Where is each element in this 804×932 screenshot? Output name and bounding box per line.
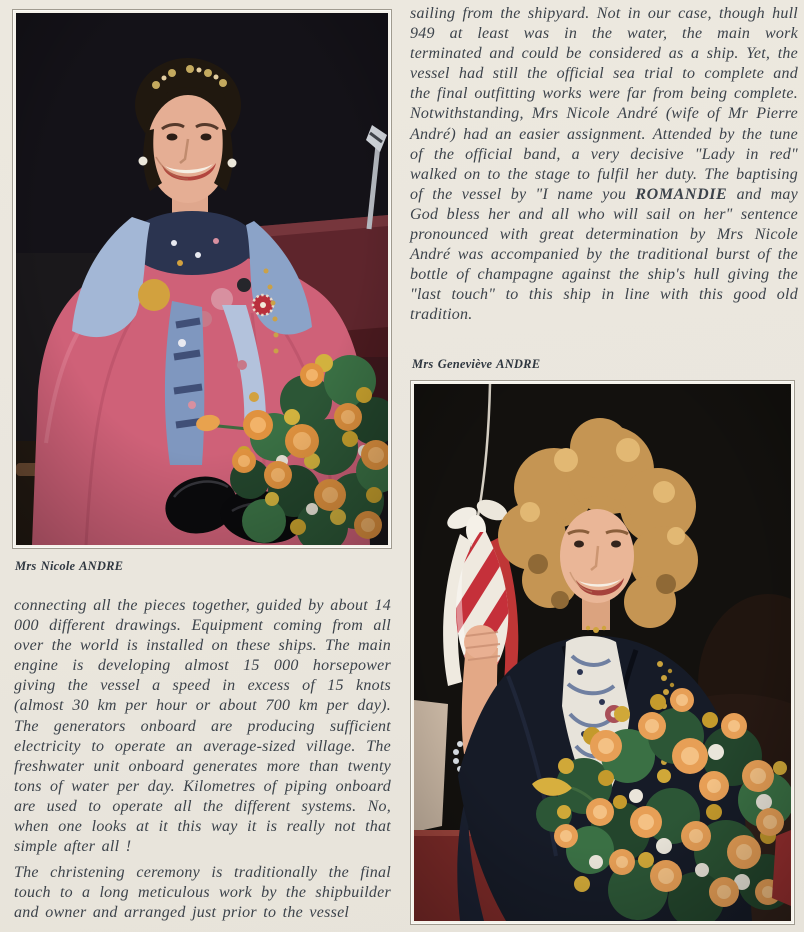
- photo-genevieve-scene: [414, 384, 791, 921]
- caption-nicole-andre: Mrs Nicole ANDRE: [15, 559, 124, 573]
- photo-nicole-scene: [16, 13, 388, 545]
- story-before-ship-name: sailing from the shipyard. Not in our case, though hull 949 at least was in the water, the main work terminated and could be considered as a ship. Yet, the vessel had still the official sea trial to complete and the final outfitting works were far from being complete. Notwithstanding, Mrs Nicole André (wife of Mr Pierre André) had an easier assignment. Attended by the tune of the official band, a very decisive "Lady in red" walked on to the stage to fulfil her duty. The baptising of the vessel by "I name you: [410, 5, 798, 203]
- photo-nicole-andre: [12, 9, 392, 549]
- paragraph-shipbuilding-details: connecting all the pieces together, guided by about 14 000 different drawings. Equipment coming from all over the world is installed on these ships. The main engine is developing almost 15 000 horsepower giving the vessel a speed in excess of 15 knots (almost 30 km per hour or about 700 km per day). The generators onboard are producing sufficient electricity to operate an average-sized village. The freshwater unit onboard generates more than twenty tons of water per day. Kilometres of piping onboard are used to operate all the different systems. No, when one looks at it this way it is really not that simple after all !: [14, 597, 391, 856]
- paragraph-christening-story: [410, 4, 798, 326]
- caption-genevieve-andre: Mrs Geneviève ANDRE: [412, 357, 541, 371]
- paragraph-christening-intro: The christening ceremony is traditionally the final touch to a long meticulous work by the shipbuilder and owner and arranged just prior to the vessel: [14, 864, 391, 922]
- ship-name-romandie: ROMANDIE: [635, 185, 728, 203]
- story-after-ship-name: and may God bless her and all who will sail on her" sentence pronounced with great determination by Mrs Nicole André was accompanied by the traditional burst of the bottle of champagne against the ship's hull giving the "last touch" to this ship in line with this good old tradition.: [410, 185, 798, 324]
- photo-genevieve-andre: [410, 380, 795, 925]
